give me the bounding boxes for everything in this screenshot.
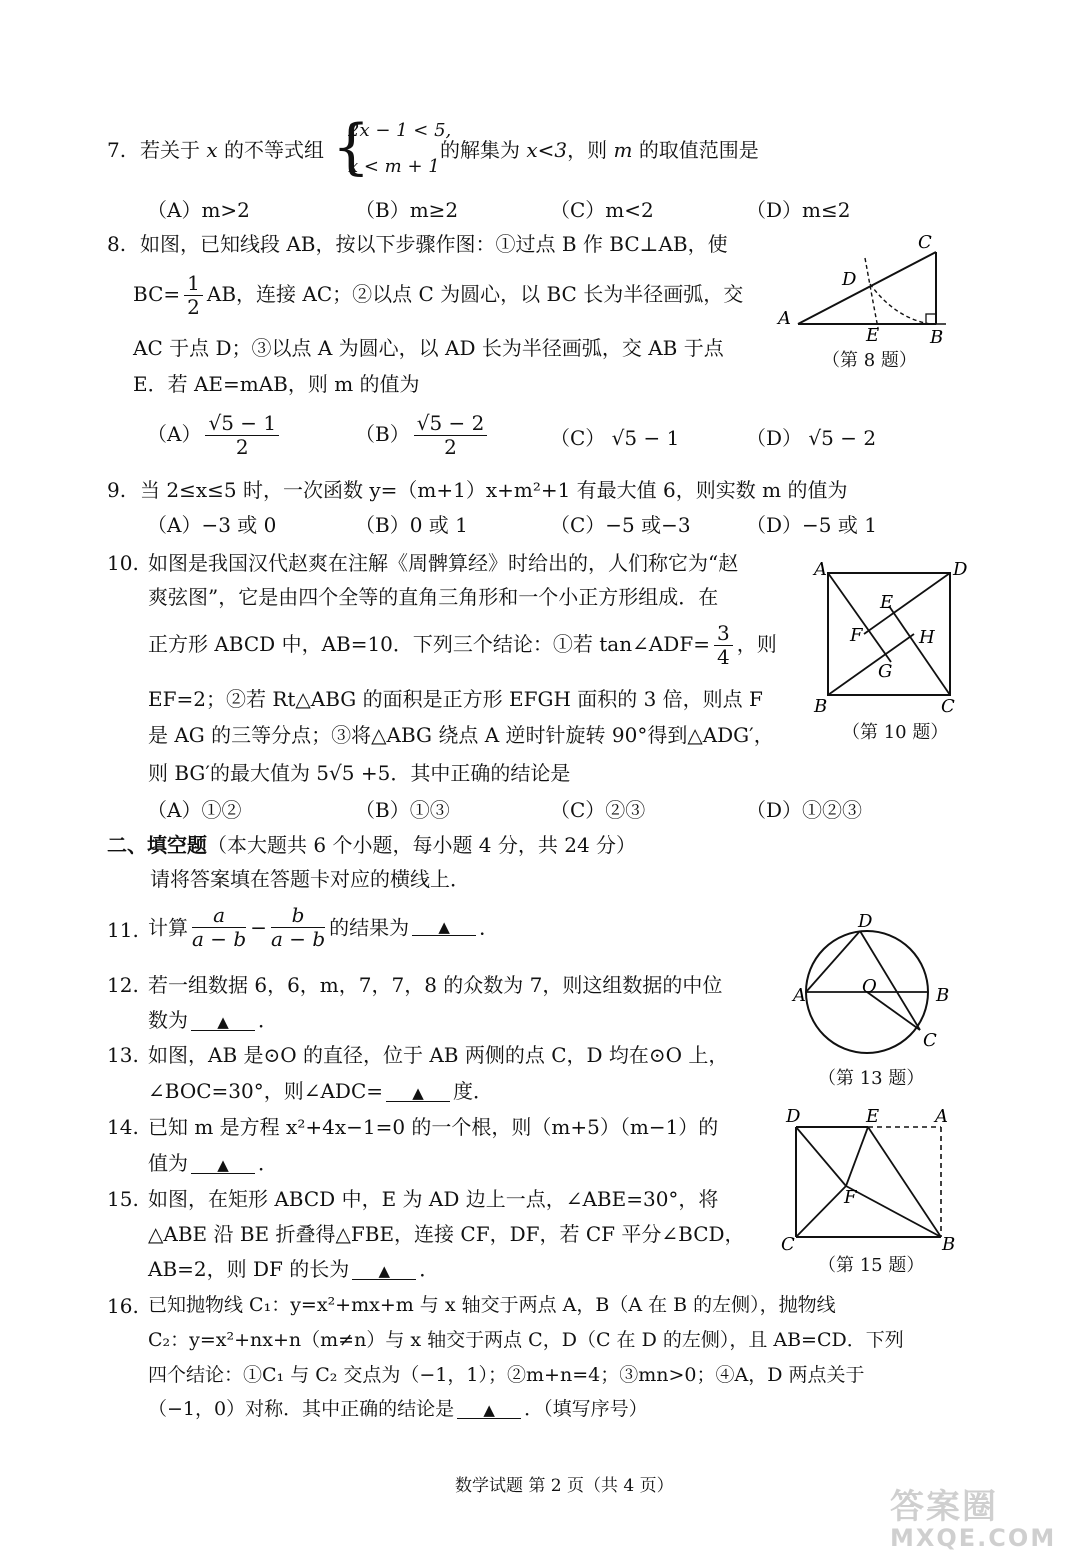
q15-label-f: F xyxy=(844,1187,857,1208)
q7-text-a: 若关于 xyxy=(140,138,200,162)
q8-line3: AC 于点 D；③以点 A 为圆心，以 AD 长为半径画弧，交 AB 于点 xyxy=(133,336,724,360)
q13-label-o: O xyxy=(862,976,877,997)
q8-caption: （第 8 题） xyxy=(822,350,917,371)
q7-option-c[interactable]: （C）m<2 xyxy=(550,198,654,222)
q14-number: 14. xyxy=(107,1115,139,1139)
q15-label-b: B xyxy=(942,1234,956,1254)
q8-label-c: C xyxy=(918,232,932,253)
q10-label-b: B xyxy=(814,696,828,716)
q14-line1: 已知 m 是方程 x²+4x−1=0 的一个根，则（m+5）（m−1）的 xyxy=(148,1115,719,1139)
q8-line4: E．若 AE=mAB，则 m 的值为 xyxy=(133,372,420,396)
q7-text-d: ，则 xyxy=(567,138,608,162)
q11-answer-blank[interactable]: ▲ xyxy=(412,920,476,936)
q8-label-e: E xyxy=(866,325,880,346)
q9-number: 9. xyxy=(107,478,127,502)
page-footer: 数学试题 第 2 页（共 4 页） xyxy=(455,1476,674,1496)
q8-line1: 如图，已知线段 AB，按以下步骤作图：①过点 B 作 BC⊥AB，使 xyxy=(140,232,728,256)
q8-label-a: A xyxy=(778,308,791,329)
q13-label-a: A xyxy=(793,985,806,1006)
q10-label-e: E xyxy=(880,592,894,613)
q8-option-a[interactable]: （A） $\frac{√5 - 1}{2}$ xyxy=(147,412,283,459)
q8-line2-a: BC= xyxy=(133,282,181,306)
q9-option-b[interactable]: （B）0 或 1 xyxy=(355,513,468,537)
watermark-bottom-text: MXQE.COM xyxy=(890,1524,1057,1552)
q15-number: 15. xyxy=(107,1187,139,1211)
q13-label-d: D xyxy=(858,911,873,932)
q15-label-a: A xyxy=(935,1106,948,1127)
q10-option-c[interactable]: （C）②③ xyxy=(550,798,646,822)
q11-fraction-b: $\frac{b}{a - b}$ xyxy=(270,903,326,951)
q7-text-e: 的取值范围是 xyxy=(638,138,759,162)
q8-option-c[interactable]: （C） √5 − 1 xyxy=(550,426,680,450)
q7-system-line1: 2x − 1 < 5, xyxy=(348,120,452,141)
q13-line1: 如图，AB 是⊙O 的直径，位于 AB 两侧的点 C，D 均在⊙O 上， xyxy=(148,1043,729,1067)
q10-option-a[interactable]: （A）①② xyxy=(147,798,242,822)
q10-label-f: F xyxy=(850,625,863,646)
q16-line3: 四个结论：①C₁ 与 C₂ 交点为（−1，1）；②m+n=4；③mn>0；④A，D 两点关于 xyxy=(148,1364,865,1386)
q10-label-h: H xyxy=(919,627,935,648)
q9-option-a[interactable]: （A）−3 或 0 xyxy=(147,513,277,537)
section2-heading xyxy=(107,835,636,855)
q10-fraction: $\frac{3}{4}$ xyxy=(714,622,733,669)
q7-stem-end xyxy=(440,140,759,160)
q15-caption: （第 15 题） xyxy=(818,1255,925,1276)
watermark-top-text: 答案圈 xyxy=(890,1487,998,1527)
q10-label-d: D xyxy=(953,559,968,580)
q8-option-d[interactable]: （D） √5 − 2 xyxy=(746,426,877,450)
q10-option-d[interactable]: （D）①②③ xyxy=(746,798,863,822)
q10-line4: EF=2；②若 Rt△ABG 的面积是正方形 EFGH 面积的 3 倍，则点 F xyxy=(148,687,763,711)
q10-figure xyxy=(808,556,978,716)
q11-stem: 计算 $\frac{a}{a - b}$ − $\frac{b}{a - b}$ 的结果为 ▲ ． xyxy=(148,903,500,951)
q7-var-x: x xyxy=(206,138,218,162)
q12-line1: 若一组数据 6，6，m，7，7，8 的众数为 7，则这组数据的中位 xyxy=(148,973,723,997)
q16-number: 16. xyxy=(107,1294,139,1318)
q15-answer-blank[interactable]: ▲ xyxy=(352,1264,416,1280)
q15-line2: △ABE 沿 BE 折叠得△FBE，连接 CF，DF，若 CF 平分∠BCD， xyxy=(148,1222,745,1246)
q8-option-b[interactable]: （B） $\frac{√5 - 2}{2}$ xyxy=(355,412,491,459)
q16-line4: （−1，0）对称．其中正确的结论是 ▲ ．（填写序号） xyxy=(148,1398,648,1420)
q15-label-c: C xyxy=(781,1234,795,1254)
q8-label-d: D xyxy=(842,269,857,290)
q10-caption: （第 10 题） xyxy=(842,722,949,743)
q11-number: 11. xyxy=(107,918,139,942)
q9-option-d[interactable]: （D）−5 或 1 xyxy=(746,513,877,537)
q7-stem xyxy=(140,140,324,160)
q15-line1: 如图，在矩形 ABCD 中，E 为 AD 边上一点，∠ABE=30°，将 xyxy=(148,1187,719,1211)
q15-label-d: D xyxy=(786,1106,801,1127)
q11-fraction-a: $\frac{a}{a - b}$ xyxy=(192,903,247,951)
q12-number: 12. xyxy=(107,973,139,997)
q12-line2: 数为 ▲ ． xyxy=(148,1008,278,1032)
q9-option-c[interactable]: （C）−5 或−3 xyxy=(550,513,691,537)
q13-figure xyxy=(790,910,960,1060)
q7-option-d[interactable]: （D）m≤2 xyxy=(746,198,851,222)
q16-line1: 已知抛物线 C₁：y=x²+mx+m 与 x 轴交于两点 A，B（A 在 B 的左侧），抛物线 xyxy=(148,1294,836,1316)
q12-answer-blank[interactable]: ▲ xyxy=(191,1015,255,1031)
q10-label-c: C xyxy=(941,696,955,716)
q7-condition: x<3 xyxy=(526,138,568,162)
q9-stem: 当 2≤x≤5 时，一次函数 y=（m+1）x+m²+1 有最大值 6，则实数 m 的值为 xyxy=(140,478,848,502)
q10-line3: 正方形 ABCD 中，AB=10．下列三个结论：①若 tan∠ADF= $\frac{3}{4}$ ，则 xyxy=(148,621,777,669)
section2-note: （本大题共 6 个小题，每小题 4 分，共 24 分） xyxy=(207,833,637,857)
q15-line3: AB=2，则 DF 的长为 ▲ ． xyxy=(148,1257,440,1281)
q7-number: 7. xyxy=(107,138,127,162)
q14-answer-blank[interactable]: ▲ xyxy=(191,1158,255,1174)
q10-line2: 爽弦图”，它是由四个全等的直角三角形和一个小正方形组成．在 xyxy=(148,585,719,609)
q7-var-m: m xyxy=(613,138,633,162)
q13-caption: （第 13 题） xyxy=(818,1068,925,1089)
q8-label-b: B xyxy=(930,327,944,348)
q10-label-a: A xyxy=(814,559,827,580)
q16-line2: C₂：y=x²+nx+n（m≠n）与 x 轴交于两点 C，D（C 在 D 的左侧），且 AB=CD．下列 xyxy=(148,1329,904,1351)
q13-label-b: B xyxy=(936,985,950,1006)
q13-line2: ∠BOC=30°，则∠ADC= ▲ 度． xyxy=(148,1079,494,1103)
watermark-logo xyxy=(890,1487,1060,1556)
q10-option-b[interactable]: （B）①③ xyxy=(355,798,450,822)
q7-text-b: 的不等式组 xyxy=(224,138,324,162)
q10-label-g: G xyxy=(878,661,893,682)
q15-label-e: E xyxy=(866,1106,880,1127)
q7-brace: { xyxy=(332,112,371,182)
q10-number: 10. xyxy=(107,551,139,575)
q7-system-line2: x < m + 1 xyxy=(348,156,440,177)
q8-line2-b: AB，连接 AC；②以点 C 为圆心，以 BC 长为半径画弧，交 xyxy=(206,282,744,306)
q10-line6: 则 BG′的最大值为 5√5 +5．其中正确的结论是 xyxy=(148,761,571,785)
q8-number: 8. xyxy=(107,232,127,256)
q13-number: 13. xyxy=(107,1043,139,1067)
section2-title: 二、填空题 xyxy=(107,833,207,857)
q10-line5: 是 AG 的三等分点；③将△ABG 绕点 A 逆时针旋转 90°得到△ADG′， xyxy=(148,723,774,747)
section2-instruction: 请将答案填在答题卡对应的横线上． xyxy=(150,867,470,891)
q16-answer-blank[interactable]: ▲ xyxy=(457,1403,521,1419)
q7-option-b[interactable]: （B）m≥2 xyxy=(355,198,459,222)
q7-text-c: 的解集为 xyxy=(440,138,520,162)
q10-line1: 如图是我国汉代赵爽在注解《周髀算经》时给出的，人们称它为“赵 xyxy=(148,551,739,575)
q15-figure xyxy=(778,1102,964,1254)
q7-option-a[interactable]: （A）m>2 xyxy=(147,198,250,222)
q13-answer-blank[interactable]: ▲ xyxy=(386,1086,450,1102)
q8-line2 xyxy=(133,272,743,319)
q8-half-fraction: $\frac{1}{2}$ xyxy=(184,272,203,319)
q14-line2: 值为 ▲ ． xyxy=(148,1151,278,1175)
q13-label-c: C xyxy=(923,1030,937,1051)
